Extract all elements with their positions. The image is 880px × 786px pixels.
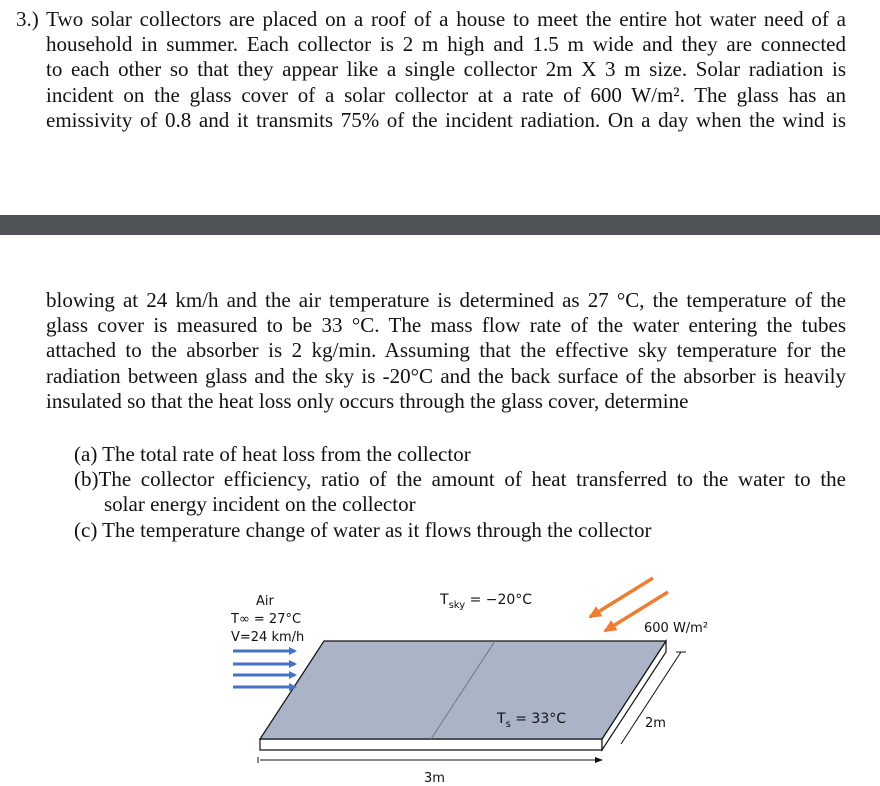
sky-temp-label (439, 592, 532, 611)
question-b: (b)The collector efficiency, ratio of the amount of heat transferred to the water to the (74, 467, 846, 492)
continued-line-3: attached to the absorber is 2 kg/min. Assuming that the effective sky temperature for the (46, 338, 846, 363)
collector-side-face (260, 739, 602, 750)
question-list (74, 442, 846, 543)
problem-continued (46, 288, 846, 414)
wind-arrows (233, 651, 295, 687)
problem-line-1: 3.) Two solar collectors are placed on a roof of a house to meet the entire hot water need of a (16, 7, 846, 31)
height-label: 2m (645, 716, 666, 731)
problem-line-2: household in summer. Each collector is 2 m high and 1.5 m wide and they are connected (46, 32, 846, 57)
question-c: (c) The temperature change of water as it flows through the collector (74, 517, 652, 542)
problem-line-4: incident on the glass cover of a solar collector at a rate of 600 W/m². The glass has an (46, 82, 846, 107)
page-divider (0, 215, 880, 235)
continued-line-1: blowing at 24 km/h and the air temperature is determined as 27 °C, the temperature of the (46, 288, 846, 312)
ambient-temp-label: T∞ = 27°C (231, 612, 302, 627)
continued-line-2: glass cover is measured to be 33 °C. The mass flow rate of the water entering the tubes (46, 313, 846, 338)
sky-temp-value: = −20°C (465, 592, 533, 608)
continued-line-5: insulated so that the heat loss only occurs through the glass cover, determine (46, 388, 689, 413)
surface-temp-subscript: s (505, 719, 511, 730)
surface-temp-symbol: T (497, 711, 506, 727)
question-a: (a) The total rate of heat loss from the collector (74, 442, 471, 466)
radiation-label: 600 W/m² (644, 621, 709, 636)
air-label: Air (256, 594, 274, 609)
width-label: 3m (424, 771, 445, 786)
width-dimension (258, 757, 602, 763)
problem-intro (16, 7, 846, 133)
sky-temp-subscript: sky (448, 600, 466, 611)
surface-temp-value: = 33°C (510, 711, 567, 727)
problem-line-3: to each other so that they appear like a single collector 2m X 3 m size. Solar radiation is (46, 57, 846, 82)
collector-panel (260, 641, 666, 750)
solar-collector-figure (0, 560, 880, 786)
continued-line-4: radiation between glass and the sky is -20°C and the back surface of the absorber is heavily (46, 363, 846, 388)
radiation-arrow-1 (590, 578, 653, 617)
sky-temp-symbol: T (440, 592, 449, 608)
question-b-cont: solar energy incident on the collector (104, 492, 416, 517)
problem-line-5: emissivity of 0.8 and it transmits 75% of the incident radiation. On a day when the wind is (46, 107, 846, 132)
wind-speed-label: V=24 km/h (231, 630, 305, 645)
